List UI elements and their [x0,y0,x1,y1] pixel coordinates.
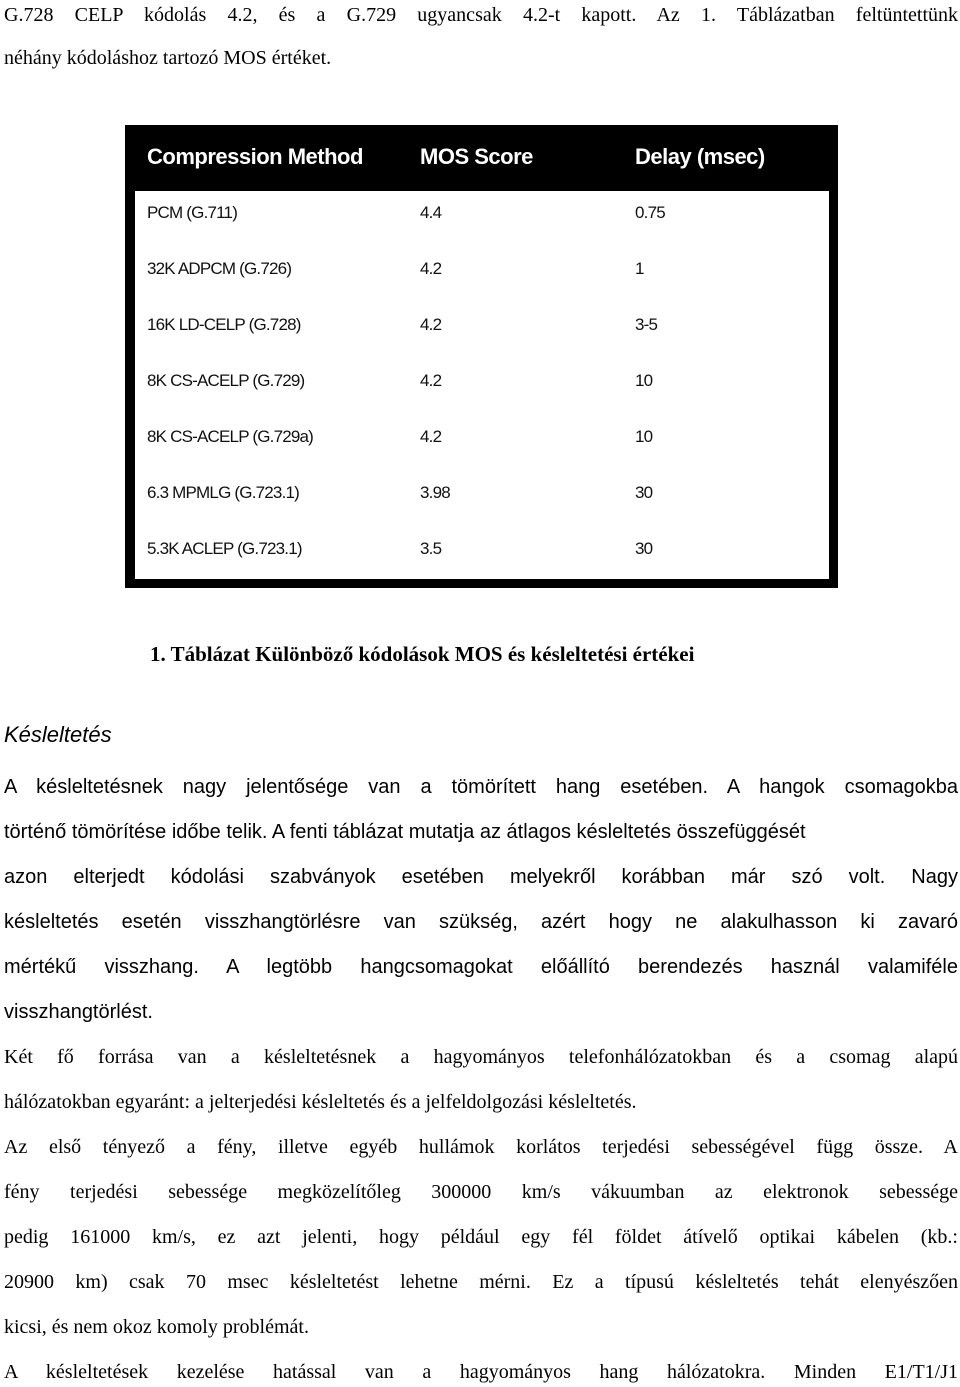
para1-line-4: késleltetés esetén visszhangtörlésre van szükség, azért hogy ne alakulhasson ki zavaró [4,911,958,933]
cell-method: 16K LD-CELP (G.728) [147,315,301,334]
cell-delay: 0.75 [635,203,665,222]
cell-mos: 4.2 [420,315,442,334]
para3-line-5: kicsi, és nem okoz komoly problémát. [4,1316,309,1338]
intro-line-1: G.728 CELP kódolás 4.2, és a G.729 ugyancsak 4.2-t kapott. Az 1. Táblázatban feltüntettünk [4,4,958,26]
cell-delay: 30 [635,483,653,502]
para1-line-5: mértékű visszhang. A legtöbb hangcsomagokat előállító berendezés használ valamiféle [4,956,958,978]
table-body [135,191,829,579]
para1-line-2: történő tömörítése időbe telik. A fenti táblázat mutatja az átlagos késleltetés összefüggését [4,821,806,843]
para3-line-3: pedig 161000 km/s, ez azt jelenti, hogy például egy fél földet átívelő optikai kábelen (kb.: [4,1226,958,1248]
table-row [135,359,829,415]
header-delay: Delay (msec) [635,144,765,169]
table-row [135,303,829,359]
header-compression-method: Compression Method [147,144,363,169]
cell-mos: 3.5 [420,539,442,558]
intro-line-2: néhány kódoláshoz tartozó MOS értéket. [4,47,332,69]
para2-line-1: Két fő forrása van a késleltetésnek a hagyományos telefonhálózatokban és a csomag alapú [4,1046,958,1068]
section-heading: Késleltetés [4,722,112,747]
cell-method: 6.3 MPMLG (G.723.1) [147,483,300,502]
header-mos-score: MOS Score [420,144,533,169]
cell-delay: 3-5 [635,315,658,334]
cell-method: 5.3K ACLEP (G.723.1) [147,539,302,558]
cell-delay: 10 [635,427,653,446]
table-row [135,415,829,471]
cell-mos: 4.2 [420,427,442,446]
cell-method: 8K CS-ACELP (G.729) [147,371,305,390]
cell-method: 32K ADPCM (G.726) [147,259,292,278]
cell-delay: 1 [635,259,644,278]
cell-mos: 4.4 [420,203,442,222]
table-header [125,125,838,191]
para2-line-2: hálózatokban egyaránt: a jelterjedési késleltetés és a jelfeldolgozási késleltetés. [4,1091,637,1113]
cell-method: PCM (G.711) [147,203,238,222]
table-row [135,527,829,583]
para3-line-2: fény terjedési sebessége megközelítőleg 300000 km/s vákuumban az elektronok sebessége [4,1181,958,1203]
para1-line-6: visszhangtörlést. [4,1001,153,1023]
cell-mos: 4.2 [420,371,442,390]
para3-line-1: Az első tényező a fény, illetve egyéb hullámok korlátos terjedési sebességével függ össze. A [4,1136,958,1158]
table-row [135,247,829,303]
cell-method: 8K CS-ACELP (G.729a) [147,427,314,446]
para3-line-4: 20900 km) csak 70 msec késleltetést lehetne mérni. Ez a típusú késleltetés tehát elenyészően [4,1271,958,1293]
para4-line-1: A késleltetések kezelése hatással van a hagyományos hang hálózatokra. Minden E1/T1/J1 [4,1361,958,1383]
table-row [135,471,829,527]
para1-line-1: A késleltetésnek nagy jelentősége van a tömörített hang esetében. A hangok csomagokba [4,776,958,798]
table-caption: 1. Táblázat Különböző kódolások MOS és késleltetési értékei [150,642,695,666]
table-row [135,191,829,247]
cell-delay: 10 [635,371,653,390]
cell-delay: 30 [635,539,653,558]
cell-mos: 3.98 [420,483,450,502]
mos-table [125,125,838,588]
cell-mos: 4.2 [420,259,442,278]
para1-line-3: azon elterjedt kódolási szabványok esetében melyekről korábban már szó volt. Nagy [4,866,958,888]
